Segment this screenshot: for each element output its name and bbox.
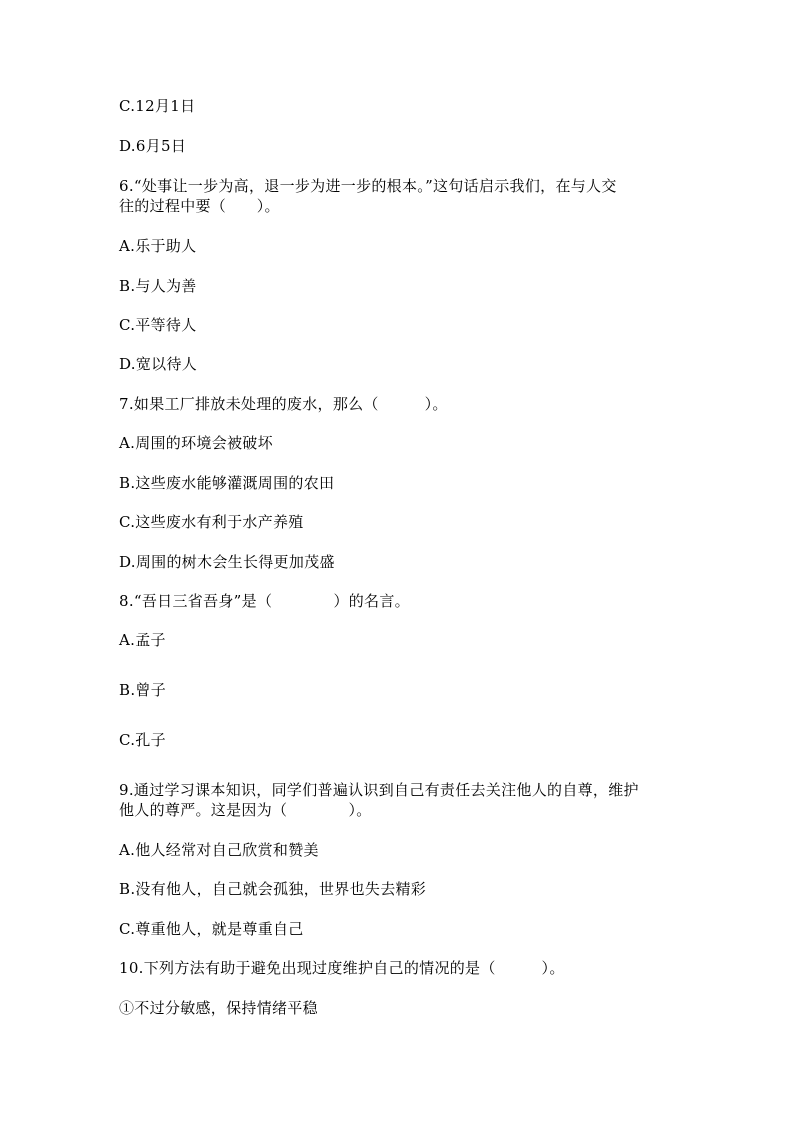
q7-stem: 7.如果工厂排放未处理的废水，那么（ ）。 — [119, 395, 448, 413]
q6-option-c: C.平等待人 — [119, 316, 197, 334]
q8-option-c: C.孔子 — [119, 731, 166, 749]
q8-option-b: B.曾子 — [119, 681, 166, 699]
q7-option-d: D.周围的树木会生长得更加茂盛 — [119, 553, 335, 571]
q8-option-a: A.孟子 — [119, 631, 166, 649]
q9-option-b: B.没有他人，自己就会孤独，世界也失去精彩 — [119, 880, 427, 898]
q9-stem-line-2: 他人的尊严。这是因为（ ）。 — [119, 801, 372, 819]
q8-stem: 8.“吾日三省吾身”是（ ）的名言。 — [119, 592, 410, 610]
q7-option-a: A.周围的环境会被破坏 — [119, 434, 273, 452]
q6-stem-line-2: 往的过程中要（ ）。 — [119, 197, 280, 215]
q10-item-1: ①不过分敏感，保持情绪平稳 — [119, 999, 318, 1017]
q6-option-a: A.乐于助人 — [119, 237, 197, 255]
q9-stem-line-1: 9.通过学习课本知识，同学们普遍认识到自己有责任去关注他人的自尊，维护 — [119, 781, 639, 799]
q5-option-d: D.6月5日 — [119, 137, 187, 155]
q6-option-b: B.与人为善 — [119, 277, 197, 295]
q6-option-d: D.宽以待人 — [119, 355, 198, 373]
q6-stem-line-1: 6.“处事让一步为高，退一步为进一步的根本。”这句话启示我们，在与人交 — [119, 177, 617, 195]
q5-option-c: C.12月1日 — [119, 97, 196, 115]
q9-option-c: C.尊重他人，就是尊重自己 — [119, 920, 304, 938]
q7-option-b: B.这些废水能够灌溉周围的农田 — [119, 474, 335, 492]
q9-option-a: A.他人经常对自己欣赏和赞美 — [119, 841, 319, 859]
q10-stem: 10.下列方法有助于避免出现过度维护自己的情况的是（ ）。 — [119, 959, 565, 977]
q7-option-c: C.这些废水有利于水产养殖 — [119, 513, 304, 531]
